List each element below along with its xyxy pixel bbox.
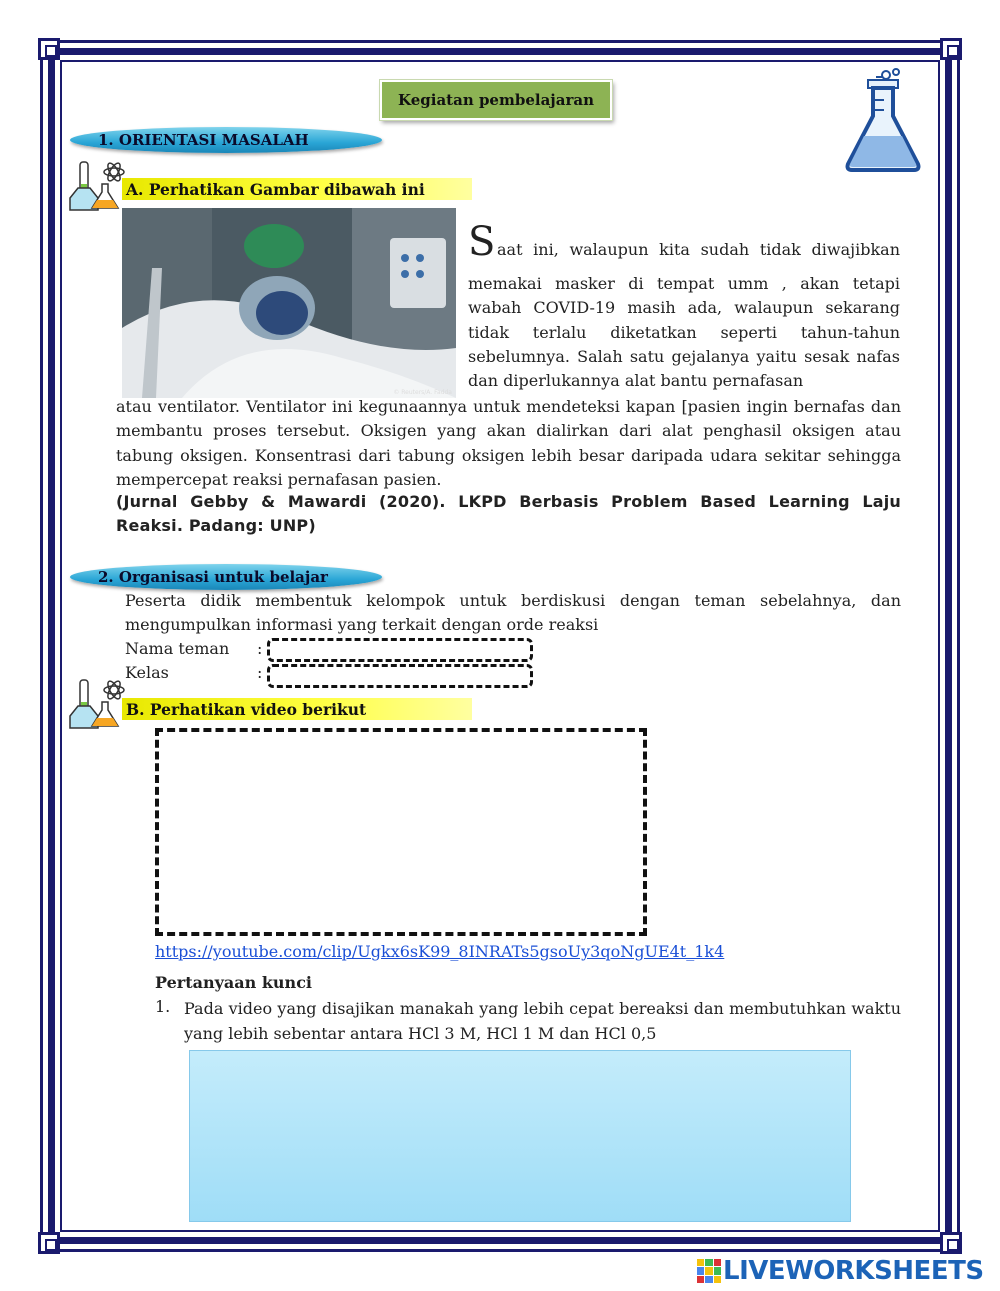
kelas-label: Kelas [125,663,169,682]
activity-banner: Kegiatan pembelajaran [380,80,612,120]
kelas-input[interactable] [267,664,533,688]
liveworksheets-logo [697,1257,984,1285]
question-number: 1. [155,997,171,1016]
citation: (Jurnal Gebby & Mawardi (2020). LKPD Berbasis Problem Based Learning Laju Reaksi. Padang: UNP) [116,492,901,535]
ventilator-patient-photo [122,208,456,398]
answer-textbox[interactable] [189,1050,851,1222]
dropcap-letter: S [468,219,496,265]
border-corner [38,1232,60,1254]
colon: : [257,663,263,682]
paragraph-beside-image: memakai masker di tempat umm , akan tetapi wabah COVID-19 masih ada, walaupun sekarang tidak terlalu diketatkan seperti tahun-tahun sebelumnya. Salah satu gejalanya yaitu sesak nafas dan diperlukannya alat bantu pernafasan [468,274,900,391]
group-instruction: Peserta didik membentuk kelompok untuk berdiskusi dengan teman sebelahnya, dan mengumpulkan informasi yang terkait dengan orde reaksi [125,591,901,634]
lab-glassware-icon [68,676,126,732]
border-corner [940,1232,962,1254]
photo-credit: © Reuters/A. Fadda [393,389,452,396]
brand-grid-icon [697,1259,721,1283]
section-organisasi-belajar: 2. Organisasi untuk belajar [70,564,382,590]
paragraph-full-width: atau ventilator. Ventilator ini kegunaannya untuk mendeteksi kapan [pasien ingin bernafas dan membantu proses tersebut. Oksigen yang akan dialirkan dari alat penghasil oksigen atau tabung oksigen. Konsentrasi dari tabung oksigen lebih besar daripada udara sekitar sehingga mempercepat reaksi pernafasan pasien. [116,397,901,489]
border-corner [940,38,962,60]
paragraph-first-line: aat ini, walaupun kita sudah tidak diwajibkan [497,240,900,259]
brand-name: LIVEWORKSHEETS [723,1256,984,1286]
subsection-b-heading: B. Perhatikan video berikut [122,698,472,720]
section-orientasi-masalah: 1. ORIENTASI MASALAH [70,127,382,153]
video-link[interactable]: https://youtube.com/clip/Ugkx6sK99_8INRATs5gsoUy3qoNgUE4t_1k4 [155,942,725,961]
nama-teman-label: Nama teman [125,639,230,658]
flask-icon [842,66,924,174]
subsection-a-heading: A. Perhatikan Gambar dibawah ini [122,178,472,200]
nama-teman-input[interactable] [267,638,533,662]
lab-glassware-icon [68,158,126,214]
key-questions-heading: Pertanyaan kunci [155,973,313,992]
colon: : [257,639,263,658]
question-text: Pada video yang disajikan manakah yang lebih cepat bereaksi dan membutuhkan waktu yang lebih sebentar antara HCl 3 M, HCl 1 M dan HCl 0,5 [184,999,901,1043]
video-embed-area[interactable] [155,728,647,936]
border-corner [38,38,60,60]
